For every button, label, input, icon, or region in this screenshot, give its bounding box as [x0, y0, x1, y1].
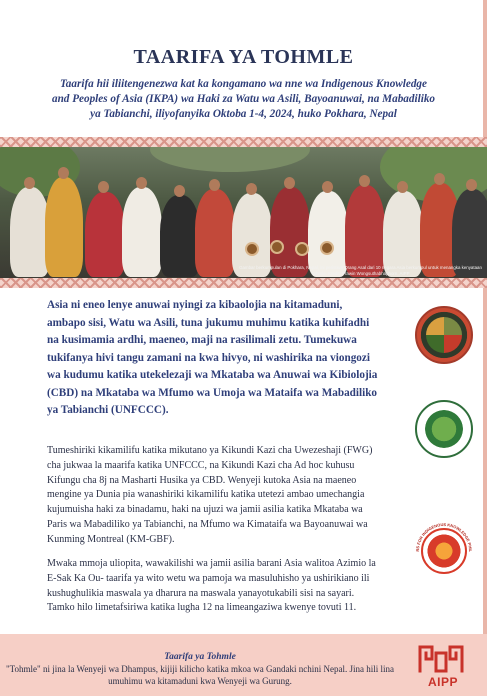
page-title: TAARIFA YA TOHMLE: [133, 46, 354, 68]
aipp-logo-icon: [416, 641, 466, 677]
footer-title: Taarifa ya Tohmle: [164, 652, 236, 662]
page-subtitle: Taarifa hii iliitengenezwa kat ka kongamano wa nne wa Indigenous Knowledge and Peoples of Asia (IKPA) wa Haki za Watu wa Asili, Bayoanuwai, na Mabadiliko ya Tabianchi, iliyofanyika Oktoba 1-4, 2024, huko Pokhara, Nepal: [51, 78, 436, 120]
partner-logo-2: [415, 400, 473, 458]
right-border-stripe: [483, 0, 487, 696]
aipp-logo-text: AIPP: [427, 675, 458, 689]
group-photo: [0, 147, 487, 278]
partner-logo-2-emblem: [425, 410, 463, 448]
partner-logo-3-text: [413, 520, 475, 582]
partner-logo-3-arc-text: RS FOR INDIGENOUS KNOWLEDGE PHIL: [414, 521, 474, 552]
lead-paragraph: Asia ni eneo lenye anuwai nyingi za kibaolojia na kitamaduni, ambapo sisi, Watu wa Asili, tuna jukumu muhimu katika kuhifadhi na kusimamia ardhi, maeneo, maji na rasilimali zetu. Tumekuwa tukifanya hivi tangu zamani na kwa hivyo, ni washirika na viongozi wa kudumu katika utekelezaji wa Mkataba wa Anuwai wa Kibiolojia (CBD) na Mkataba wa Mfumo wa Umoja wa Mataifa wa Mabadiliko ya Tabianchi (UNFCCC).: [47, 299, 378, 416]
partner-logo-3: [413, 520, 475, 582]
partner-logo-1: [415, 306, 473, 364]
body-paragraph-1: Tumeshiriki kikamilifu katika mikutano ya Kikundi Kazi cha Uwezeshaji (FWG) cha jukwaa la maarifa katika UNFCCC, na Kikundi Kazi cha Ad hoc kuhusu Kifungu cha 8j na Masharti Husika ya CBD. Wenyeji kutoka Asia na maeneo mengine ya Dunia pia wanashiriki kikamilifu katika utetezi ambao umechangia kujumuisha haki za binadamu, haki na ujuzi wa jamii asilia katika Mkataba wa Paris wa Mabadiliko ya Tabianchi, na Mfumo wa Kimataifa wa Bayoanuwai wa Kunming Montreal (KM-GBF).: [47, 445, 373, 545]
decorative-band-bottom: [0, 278, 487, 288]
body-paragraph-2: Mwaka mmoja uliopita, wawakilishi wa jamii asilia barani Asia walitoa Azimio la E-Sak Ka Ou- taarifa ya wito wetu wa pamoja wa masuluhisho ya ushirikiano ili kushughulikia maswala ya dharura na maswala yanayotukabili sisi na sayari. Tamko hilo limetafsiriwa katika lugha 12 na limeangaziwa kwenye tovuti 11.: [47, 558, 376, 614]
svg-text:PARTNERS FOR INDIGENOUS KNOWLE: [413, 520, 473, 553]
photo-caption: Gambar berkumpulan di Pokhara, Nepal, ini peristiwa Orang Asal dari 10 negara Asia berkumpul untuk menangka kenyataan Tohmle. Kredit: Prawin Wongsuthabhaphorn, AIPP: [239, 265, 482, 276]
footer-text: "Tohmle" ni jina la Wenyeji wa Dhampus, kijiji kilicho katika mkoa wa Gandaki nchini Nepal. Jina hili lina umuhimu wa kitamaduni kwa Wenyeji wa Gurung.: [6, 664, 394, 686]
decorative-band-top: [0, 137, 487, 147]
partner-logo-1-emblem: [426, 317, 462, 353]
